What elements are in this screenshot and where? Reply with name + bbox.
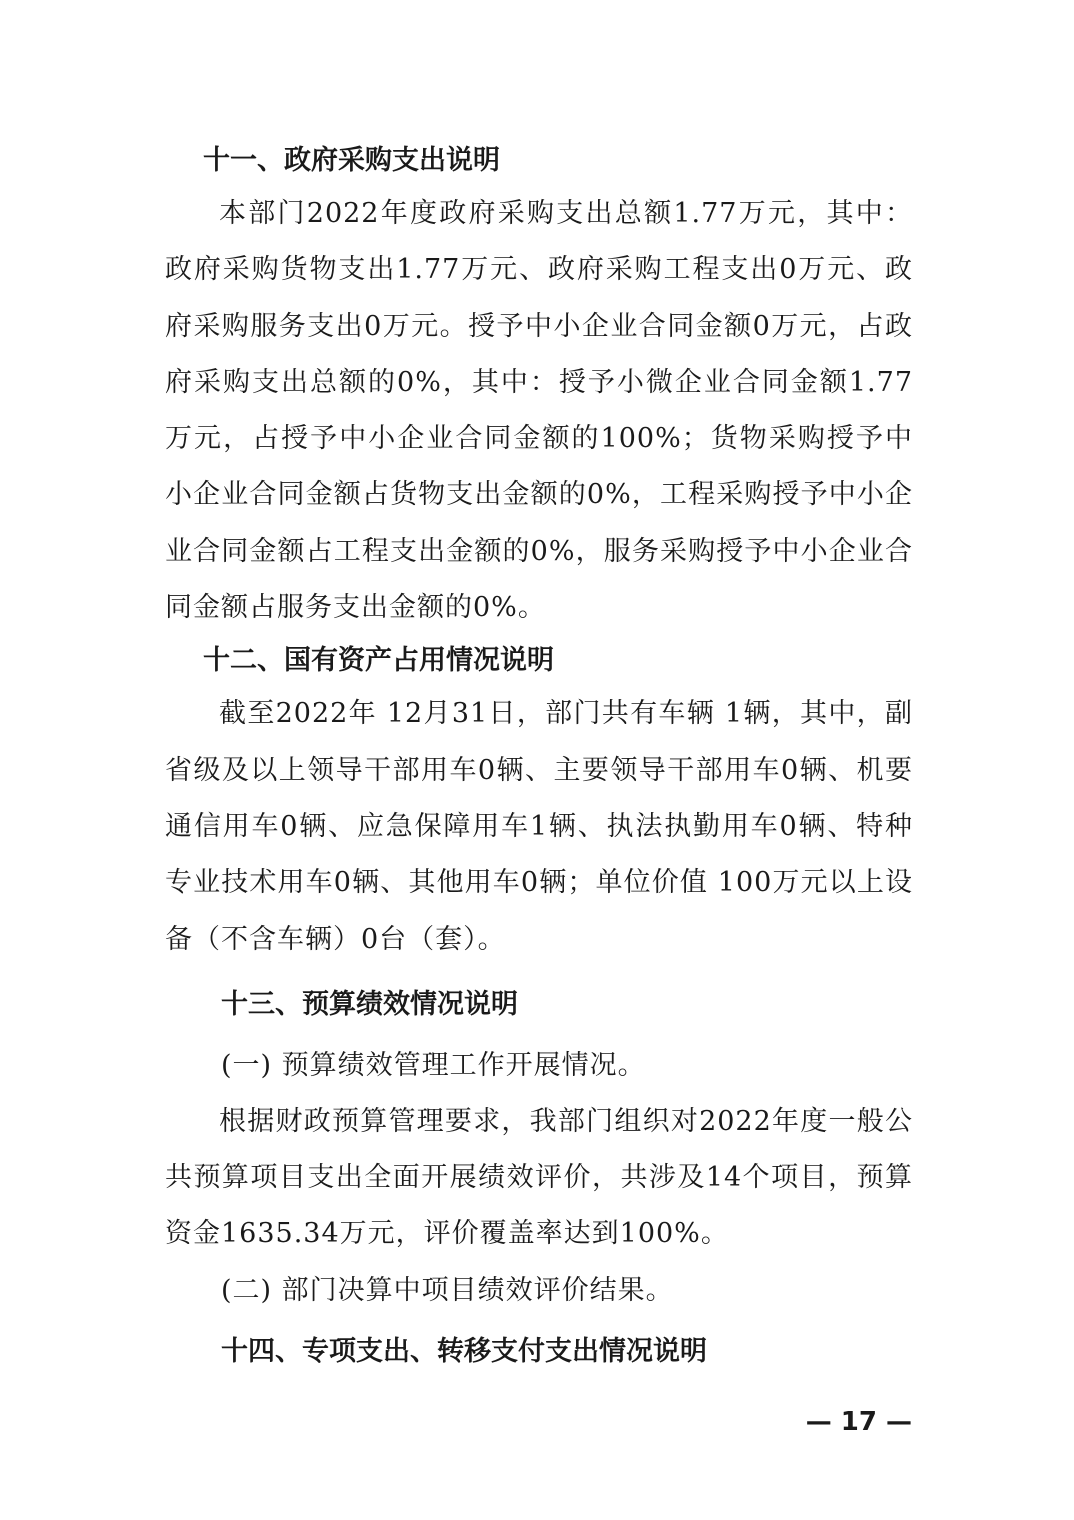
subsection-2-title: (二) 部门决算中项目绩效评价结果。 — [221, 1274, 674, 1306]
section-heading-13: 十三、预算绩效情况说明 — [221, 988, 518, 1020]
section-heading-14: 十四、专项支出、转移支付支出情况说明 — [221, 1335, 707, 1367]
subsection-1-title: (一) 预算绩效管理工作开展情况。 — [221, 1049, 646, 1081]
section-paragraph-13: 根据财政预算管理要求，我部门组织对2022年度一般公共预算项目支出全面开展绩效评价，共涉及14个项目，预算资金1635.34万元，评价覆盖率达到100%。 — [165, 1105, 913, 1250]
document-body — [165, 136, 913, 1377]
spacer — [165, 1319, 913, 1327]
spacer — [165, 1030, 913, 1038]
section-heading-12: 十二、国有资产占用情况说明 — [203, 645, 554, 677]
section-paragraph-12: 截至2022年 12月31日，部门共有车辆 1辆，其中，副省级及以上领导干部用车0辆、主要领导干部用车0辆、机要通信用车0辆、应急保障用车1辆、执法执勤用车0辆、特种专业技术用车0辆、其他用车0辆；单位价值 100万元以上设备（不含车辆）0台（套）。 — [165, 698, 913, 955]
spacer — [165, 968, 913, 980]
section-paragraph-11: 本部门2022年度政府采购支出总额1.77万元，其中：政府采购货物支出1.77万元、政府采购工程支出0万元、政府采购服务支出0万元。授予中小企业合同金额0万元，占政府采购支出总额的0%，其中：授予小微企业合同金额1.77万元，占授予中小企业合同金额的100%；货物采购授予中小企业合同金额占货物支出金额的0%，工程采购授予中小企业合同金额占工程支出金额的0%，服务采购授予中小企业合同金额占服务支出金额的0%。 — [165, 198, 913, 624]
page-number: — 17 — — [805, 1407, 912, 1437]
section-heading-11: 十一、政府采购支出说明 — [203, 145, 500, 176]
